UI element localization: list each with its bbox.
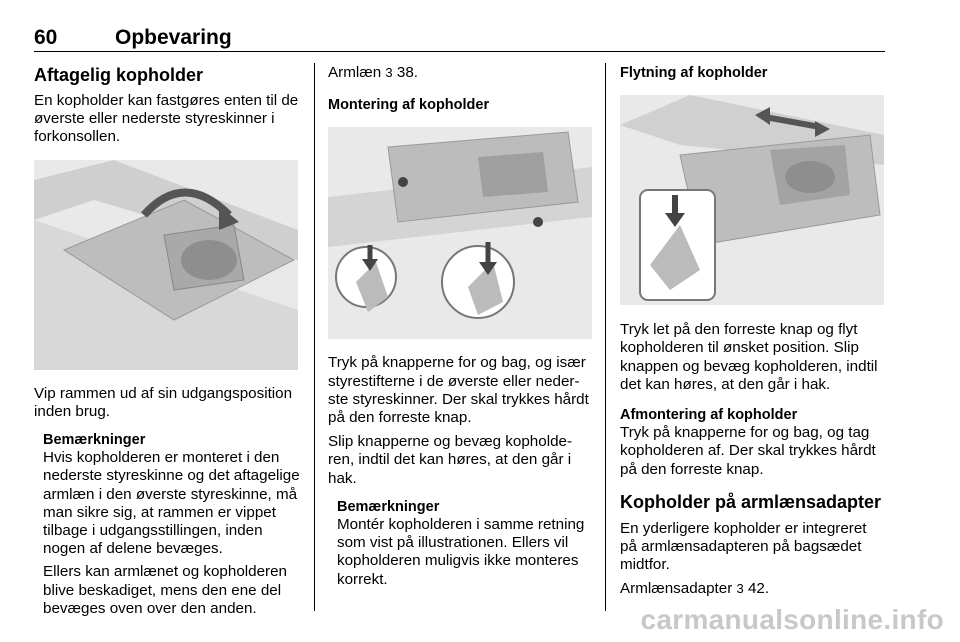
figure-mounting [328, 127, 592, 339]
removing-paragraph: Tryk på knapperne for og bag, og tag kopholderen af. Der skal trykkes hårdt på den forreste knap. [620, 424, 876, 478]
note-block [34, 431, 302, 618]
reference-text: Armlæn [328, 64, 382, 81]
intro-paragraph: En kopholder kan fastgøres enten til de øverste eller nederste styreskinner i forkonsollen. [34, 92, 299, 146]
subheading-mounting: Montering af kopholder [328, 97, 490, 114]
column-3 [620, 64, 886, 599]
column-divider-2 [605, 63, 606, 611]
section-title: Opbevaring [115, 26, 232, 49]
note-title-2: Bemærkninger [337, 498, 440, 515]
subheading-moving: Flytning af kopholder [620, 65, 768, 81]
note-paragraph-2: Ellers kan armlænet og kopholderen blive beskadiget, mens den ene del bevæges oven over den anden. [43, 563, 287, 617]
note-block-2 [328, 498, 592, 589]
adapter-paragraph: En yderligere kopholder er integreret på armlænsadapteren på bagsædet midtfor. [620, 519, 867, 574]
mounting-paragraph-2: Slip knapperne og bevæg kopholderen, indtil det kan høres, at den går i hak. [328, 433, 573, 487]
heading-removable-cupholder: Aftagelig kopholder [34, 65, 204, 85]
reference-text-2: Armlænsadapter [620, 580, 733, 598]
figure-moving [620, 95, 884, 305]
column-divider-1 [314, 63, 315, 611]
figure-tilt-frame [34, 160, 298, 370]
reference-arrow-icon: 3 [385, 65, 393, 80]
moving-paragraph: Tryk let på den forreste knap og flyt kopholderen til ønsket position. Slip knappen og bevæg kopholderen, indtil det kan høres, at den går i hak. [620, 321, 878, 393]
page-number: 60 [34, 26, 58, 49]
note-title: Bemærkninger [43, 432, 146, 449]
adapter-reference [620, 580, 886, 598]
column-1 [34, 64, 302, 618]
figure-caption: Vip rammen ud af sin udgangsposition inden brug. [34, 384, 293, 420]
reference-page-2: 42. [747, 580, 770, 598]
note-paragraph-1: Hvis kopholderen er monteret i den nederste styreskinne og det aftagelige armlæn i den øverste styreskinne, må man sikre sig, at rammen er vippet tilbage i udgangsstillingen, inden nogen af delene bevæges. [43, 449, 300, 558]
header-divider [34, 51, 885, 52]
reference-page: 38. [396, 64, 418, 81]
armrest-reference [328, 64, 592, 82]
mounting-paragraph-1: Tryk på knapperne for og bag, og især styrestifterne i de øverste eller nederste styreskinner. Der skal trykkes hårdt på den forreste knap. [328, 354, 589, 427]
subheading-removing: Afmontering af kopholder [620, 407, 798, 424]
column-2 [328, 64, 592, 589]
watermark: carmanualsonline.info [640, 604, 944, 635]
heading-armrest-adapter: Kopholder på armlænsadapter [620, 491, 882, 512]
note-paragraph-3: Montér kopholderen i samme retning som vist på illustrationen. Ellers vil kopholderen muligvis ikke monteres korrekt. [337, 516, 585, 588]
reference-arrow-icon-2: 3 [736, 581, 744, 597]
